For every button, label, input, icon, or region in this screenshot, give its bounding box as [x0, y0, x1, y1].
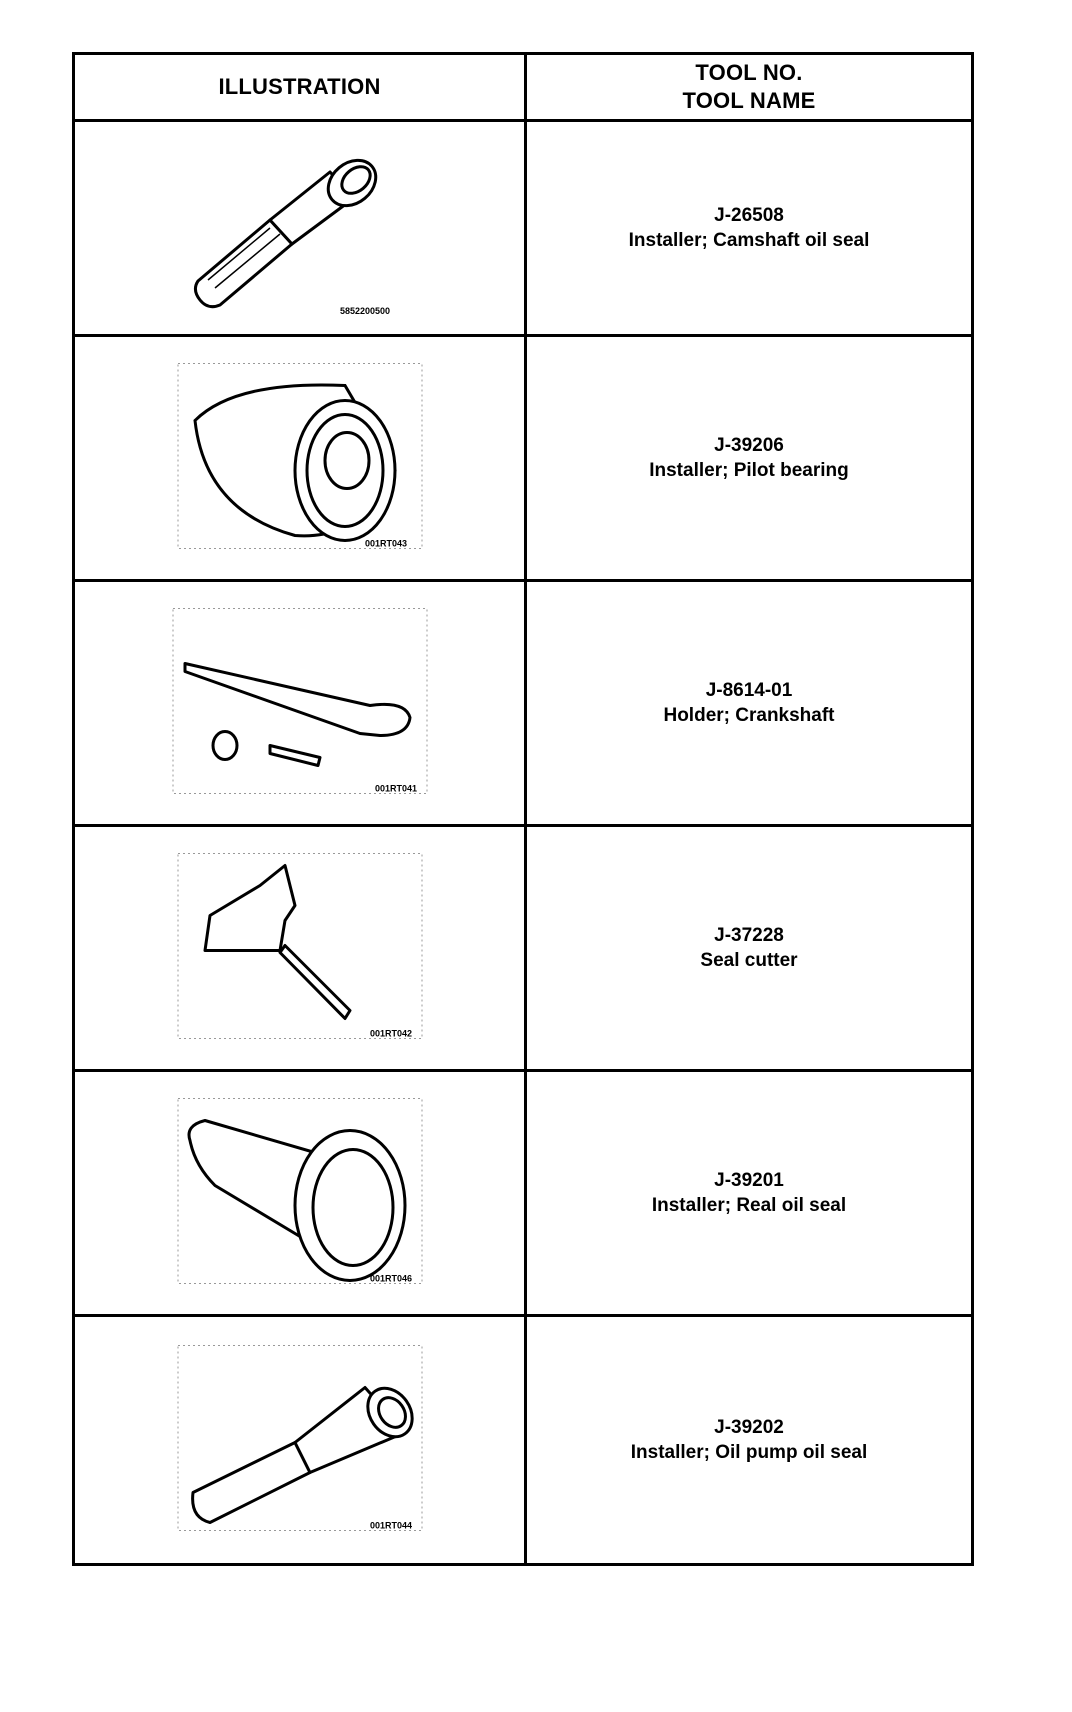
tool-table [72, 52, 974, 1566]
table-row [75, 337, 971, 582]
illustration-cell [75, 827, 524, 1069]
illustration-cell [75, 337, 524, 579]
tool-info-cell [527, 1317, 971, 1563]
camshaft-seal-installer-icon [170, 138, 430, 318]
tool-info-cell [527, 827, 971, 1069]
tool-name: Installer; Pilot bearing [649, 460, 849, 481]
rear-oil-seal-installer-icon [175, 1096, 425, 1291]
crankshaft-holder-icon [170, 606, 430, 801]
figure-code: 001RT044 [369, 1520, 412, 1531]
header-tool-name: TOOL NAME [682, 88, 816, 113]
table-row [75, 1072, 971, 1317]
header-tool-no: TOOL NO. [695, 60, 803, 85]
tool-name: Installer; Real oil seal [651, 1195, 847, 1216]
table-row [75, 827, 971, 1072]
tool-number: J-8614-01 [705, 680, 793, 701]
tool-name: Holder; Crankshaft [663, 705, 835, 726]
tool-info-cell [527, 122, 971, 334]
figure-code: 5852200500 [339, 306, 390, 316]
table-row [75, 122, 971, 337]
illustration-cell [75, 1317, 524, 1563]
figure-code: 001RT042 [369, 1028, 412, 1039]
header-illustration: ILLUSTRATION [218, 74, 381, 99]
tool-name: Installer; Oil pump oil seal [630, 1442, 868, 1463]
seal-cutter-icon [175, 851, 425, 1046]
header-tool [527, 55, 971, 119]
tool-number: J-39202 [714, 1417, 784, 1438]
illustration-cell [75, 122, 524, 334]
figure-code: 001RT046 [369, 1273, 412, 1284]
illustration-cell [75, 1072, 524, 1314]
tool-number: J-39206 [714, 435, 784, 456]
tool-number: J-37228 [714, 925, 784, 946]
tool-number: J-26508 [714, 205, 784, 226]
tool-info-cell [527, 1072, 971, 1314]
table-header-row [75, 55, 971, 122]
tool-name: Seal cutter [700, 950, 798, 971]
table-row [75, 582, 971, 827]
figure-code: 001RT043 [364, 538, 407, 549]
illustration-cell [75, 582, 524, 824]
figure-code: 001RT041 [374, 783, 417, 794]
tool-info-cell [527, 582, 971, 824]
tool-name: Installer; Camshaft oil seal [628, 230, 870, 251]
tool-number: J-39201 [714, 1170, 784, 1191]
oil-pump-seal-installer-icon [175, 1343, 425, 1538]
tool-info-cell [527, 337, 971, 579]
table-row [75, 1317, 971, 1563]
pilot-bearing-installer-icon [175, 361, 425, 556]
